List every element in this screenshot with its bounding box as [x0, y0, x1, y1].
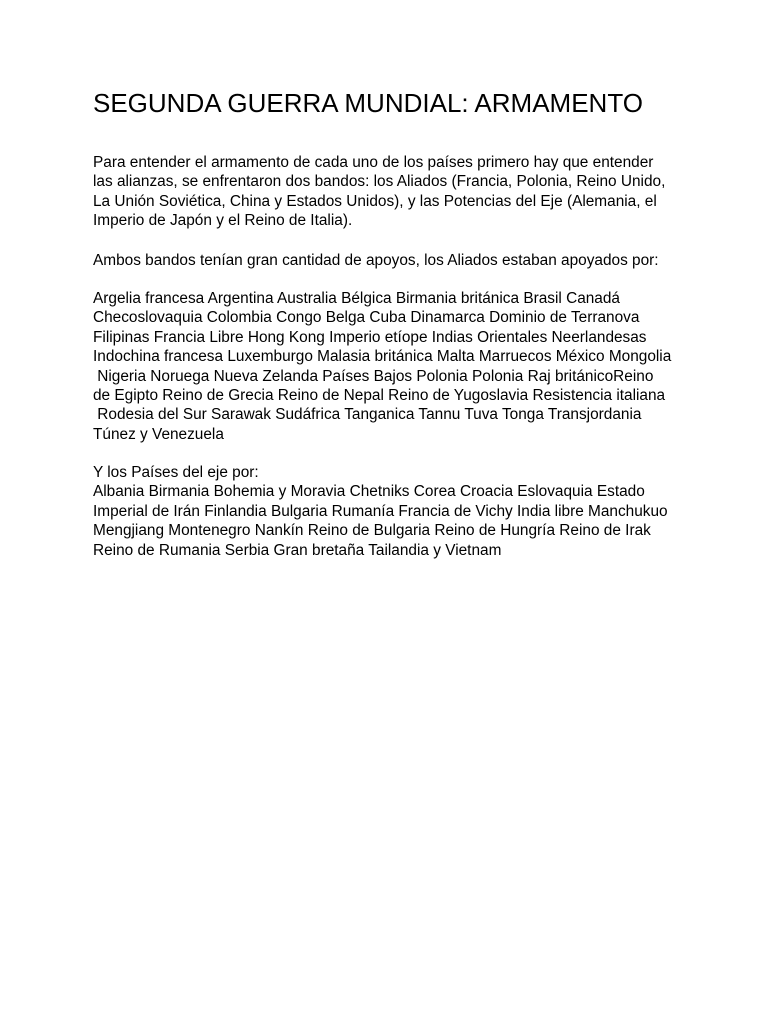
text-line: Argelia francesa Argentina Australia Bélgica Birmania británica Brasil Canadá: [93, 290, 620, 307]
text-line: Albania Birmania Bohemia y Moravia Chetniks Corea Croacia Eslovaquia Estado: [93, 483, 645, 501]
allies-list-paragraph: [93, 289, 693, 444]
text-line: Y los Países del eje por:: [93, 464, 259, 481]
text-line: Para entender el armamento de cada uno de los países primero hay que entender: [93, 154, 654, 171]
text-line: Imperio de Japón y el Reino de Italia).: [93, 212, 353, 230]
text-line: Ambos bandos tenían gran cantidad de apoyos, los Aliados estaban apoyados por:: [93, 252, 659, 269]
text-line: las alianzas, se enfrentaron dos bandos: los Aliados (Francia, Polonia, Reino Unido,: [93, 173, 666, 191]
page-title: SEGUNDA GUERRA MUNDIAL: ARMAMENTO: [93, 88, 643, 118]
text-line: Reino de Rumania Serbia Gran bretaña Tailandia y Vietnam: [93, 541, 502, 559]
text-line: Mengjiang Montenegro Nankín Reino de Bulgaria Reino de Hungría Reino de Irak: [93, 522, 651, 540]
intro-paragraph: [93, 153, 693, 231]
text-line: La Unión Soviética, China y Estados Unidos), y las Potencias del Eje (Alemania, el: [93, 192, 657, 210]
text-line: Rodesia del Sur Sarawak Sudáfrica Tanganica Tannu Tuva Tonga Transjordania: [93, 406, 642, 424]
text-line: Filipinas Francia Libre Hong Kong Imperio etíope Indias Orientales Neerlandesas: [93, 328, 647, 346]
text-line: Indochina francesa Luxemburgo Malasia británica Malta Marruecos México Mongolia: [93, 348, 672, 366]
allies-intro-paragraph: [93, 251, 693, 270]
axis-paragraph: [93, 463, 693, 560]
text-line: Nigeria Noruega Nueva Zelanda Países Bajos Polonia Polonia Raj británicoReino: [93, 367, 654, 385]
text-line: Imperial de Irán Finlandia Bulgaria Rumanía Francia de Vichy India libre Manchukuo: [93, 502, 668, 520]
text-line: de Egipto Reino de Grecia Reino de Nepal Reino de Yugoslavia Resistencia italiana: [93, 387, 666, 405]
text-line: Túnez y Venezuela: [93, 425, 224, 443]
text-line: Checoslovaquia Colombia Congo Belga Cuba Dinamarca Dominio de Terranova: [93, 309, 640, 327]
